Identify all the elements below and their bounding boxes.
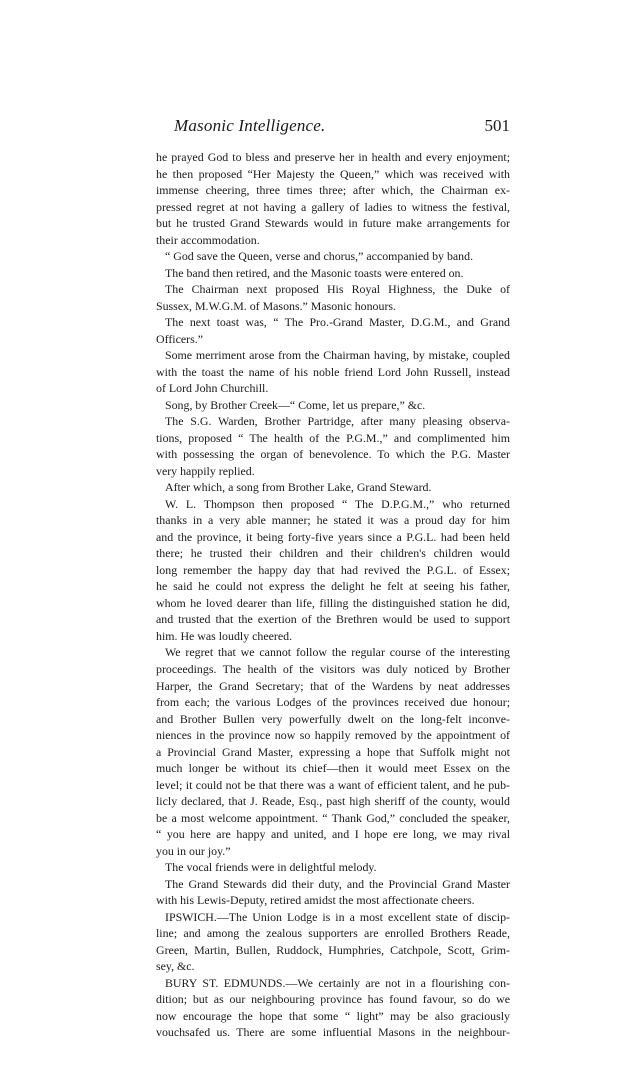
text-line: After which, a song from Brother Lake, Grand Steward. [165,480,432,495]
running-title: Masonic Intelligence. [174,116,326,135]
text-line: of Lord John Churchill. [156,381,269,396]
text-line: he said he could not express the delight he felt at seeing his father, [156,579,510,594]
text-line: Some merriment arose from the Chairman having, by mistake, coupled [165,348,510,363]
text-line: vouchsafed us. There are some influential Masons in the neighbour- [156,1025,510,1040]
text-line: he prayed God to bless and preserve her in health and every enjoyment; [156,150,510,164]
text-line: he then proposed “Her Majesty the Queen,” which was received with [156,166,510,181]
text-line: whom he loved dearer than life, filling the distinguished station he did, [156,595,510,610]
text-line: The band then retired, and the Masonic toasts were entered on. [165,265,464,280]
text-line: very happily replied. [156,463,255,478]
page-number: 501 [484,116,510,135]
text-line: The Chairman next proposed His Royal Highness, the Duke of [165,282,510,297]
text-line: Song, by Brother Creek—“ Come, let us prepare,” &c. [165,397,426,412]
text-line: level; it could not be that there was a want of efficient talent, and he pub- [156,777,510,792]
text-line: “ you here are happy and united, and I hope ere long, we may rival [156,827,510,842]
text-line: sey, &c. [156,959,195,974]
text-line: W. L. Thompson then proposed “ The D.P.G.M.,” who returned [165,496,510,511]
text-line: with possessing the organ of benevolence. To which the P.G. Master [156,447,510,462]
text-line: Sussex, M.W.G.M. of Masons.” Masonic honours. [156,298,397,313]
text-line: Harper, the Grand Secretary; that of the Wardens by neat addresses [156,678,510,693]
text-line: and trusted that the exertion of the Brethren would be used to support [156,612,510,627]
text-line: The Grand Stewards did their duty, and the Provincial Grand Master [165,876,510,891]
text-line: immense cheering, three times three; after which, the Chairman ex- [156,183,510,198]
text-line: there; he trusted their children and their children's children would [156,546,510,561]
page-header [156,116,510,140]
text-line: be a most welcome appointment. “ Thank God,” concluded the speaker, [156,810,510,825]
text-line: Officers.” [156,331,203,346]
text-line: with his Lewis-Deputy, retired amidst the most affectionate cheers. [156,893,475,908]
text-line: The vocal friends were in delightful melody. [165,860,377,875]
text-line: long remember the happy day that had revived the P.G.L. of Essex; [156,562,510,577]
text-line: him. He was loudly cheered. [156,628,293,643]
text-line: and the province, it being forty-five years since a P.G.L. had been held [156,529,510,544]
text-line: We regret that we cannot follow the regular course of the interesting [165,645,510,660]
text-line: The next toast was, “ The Pro.-Grand Master, D.G.M., and Grand [165,315,510,330]
text-line: from each; the various Lodges of the provinces received due honour; [156,695,510,710]
text-line: niences in the province now so happily removed by the appointment of [156,728,510,743]
text-line: and Brother Bullen very powerfully dwelt on the long-felt inconve- [156,711,510,726]
text-line: The S.G. Warden, Brother Partridge, after many pleasing observa- [165,414,510,429]
text-line: with the toast the name of his noble friend Lord John Russell, instead [156,364,510,379]
text-line: pressed regret at not having a gallery of ladies to witness the festival, [156,199,510,214]
text-line: their accommodation. [156,232,260,247]
text-line: you in our joy.” [156,843,231,858]
text-line: BURY ST. EDMUNDS.—We certainly are not in a flourishing con- [165,975,510,990]
text-line: much longer be without its chief—then it would meet Essex on the [156,761,510,776]
text-line: IPSWICH.—The Union Lodge is in a most excellent state of discip- [165,909,510,924]
text-line: dition; but as our neighbouring province has found favour, so do we [156,992,510,1007]
text-line: but he trusted Grand Stewards would in future make arrangements for [156,216,510,231]
text-line: line; and among the zealous supporters are enrolled Brothers Reade, [156,926,510,941]
text-line: tions, proposed “ The health of the P.G.M.,” and complimented him [156,430,510,445]
text-line: Green, Martin, Bullen, Ruddock, Humphries, Catchpole, Scott, Grim- [156,942,510,957]
body-text [156,149,510,1041]
text-line: thanks in a very able manner; he stated it was a proud day for him [156,513,510,528]
text-line: licly declared, that J. Reade, Esq., past high sheriff of the county, would [156,794,510,809]
text-line: proceedings. The health of the visitors was duly noticed by Brother [156,661,510,676]
text-line: now encourage the hope that some “ light” may be also graciously [156,1008,510,1023]
text-line: “ God save the Queen, verse and chorus,” accompanied by band. [165,249,474,264]
text-line: a Provincial Grand Master, expressing a hope that Suffolk might not [156,744,510,759]
